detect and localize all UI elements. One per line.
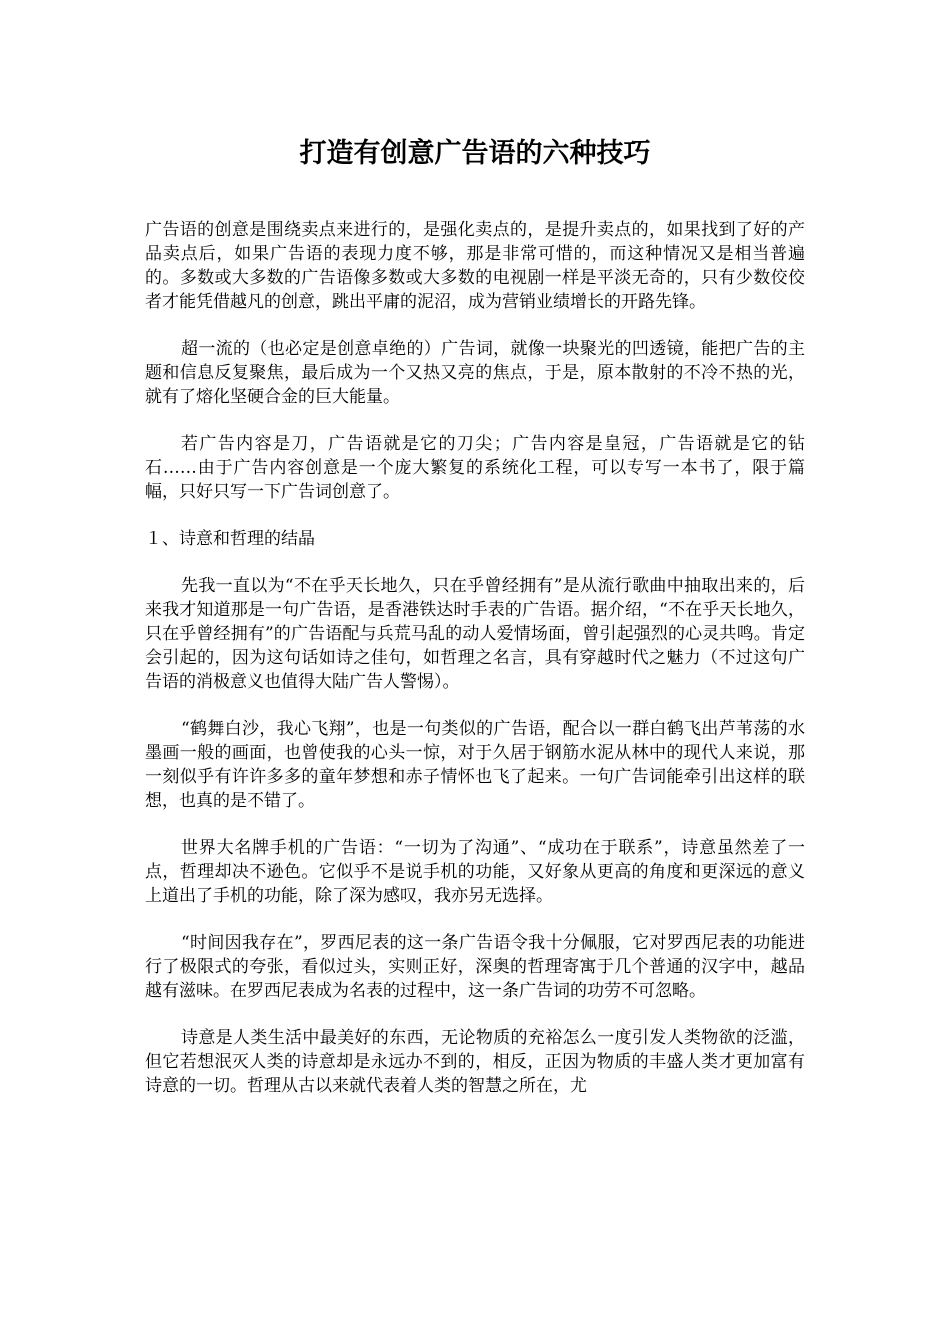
paragraph-knife: 若广告内容是刀，广告语就是它的刀尖；广告内容是皇冠，广告语就是它的钻石……由于广告内容创意是一个庞大繁复的系统化工程，可以专写一本书了，限于篇幅，只好只写一下广告词创意了。 xyxy=(145,434,805,502)
section-heading-1: １、诗意和哲理的结晶 xyxy=(145,529,315,549)
paragraph-crane: “鹤舞白沙，我心飞翔”，也是一句类似的广告语，配合以一群白鹤飞出芦苇荡的水墨画一般的画面，也曾使我的心头一惊，对于久居于钢筋水泥从林中的现代人来说，那一刻似乎有许许多多的童年梦想和赤子情怀也飞了起来。一句广告词能牵引出这样的联想，也真的是不错了。 xyxy=(145,719,805,811)
paragraph-lens: 超一流的（也必定是创意卓绝的）广告词，就像一块聚光的凹透镜，能把广告的主题和信息反复聚焦，最后成为一个又热又亮的焦点，于是，原本散射的不冷不热的光，就有了熔化坚硬合金的巨大能量。 xyxy=(145,339,805,407)
document-title: 打造有创意广告语的六种技巧 xyxy=(299,138,651,169)
paragraph-poetry: 诗意是人类生活中最美好的东西，无论物质的充裕怎么一度引发人类物欲的泛滥，但它若想泯灭人类的诗意却是永远办不到的，相反，正因为物质的丰盛人类才更加富有诗意的一切。哲理从古以来就代表着人类的智慧之所在，尤 xyxy=(145,1028,805,1096)
paragraph-phone: 世界大名牌手机的广告语：“一切为了沟通”、“成功在于联系”，诗意虽然差了一点，哲理却决不逊色。它似乎不是说手机的功能，又好象从更高的角度和更深远的意义上道出了手机的功能，除了深为感叹，我亦另无选择。 xyxy=(145,838,805,906)
paragraph-tissot: 先我一直以为“不在乎天长地久，只在乎曾经拥有”是从流行歌曲中抽取出来的，后来我才知道那是一句广告语，是香港铁达时手表的广告语。据介绍，“不在乎天长地久，只在乎曾经拥有”的广告语配与兵荒马乱的动人爱情场面，曾引起强烈的心灵共鸣。肯定会引起的，因为这句话如诗之佳句，如哲理之名言，具有穿越时代之魅力（不过这句广告语的消极意义也值得大陆广告人警惕）。 xyxy=(145,576,805,692)
paragraph-intro: 广告语的创意是围绕卖点来进行的，是强化卖点的，是提升卖点的，如果找到了好的产品卖点后，如果广告语的表现力度不够，那是非常可惜的，而这种情况又是相当普遍的。多数或大多数的广告语像多数或大多数的电视剧一样是平淡无奇的，只有少数佼佼者才能凭借越凡的创意，跳出平庸的泥沼，成为营销业绩增长的开路先锋。 xyxy=(145,220,805,312)
paragraph-rossini: “时间因我存在”，罗西尼表的这一条广告语令我十分佩服，它对罗西尼表的功能进行了极限式的夸张，看似过头，实则正好，深奥的哲理寄寓于几个普通的汉字中，越品越有滋味。在罗西尼表成为名表的过程中，这一条广告词的功劳不可忽略。 xyxy=(145,933,805,1001)
document-body xyxy=(145,218,805,1121)
